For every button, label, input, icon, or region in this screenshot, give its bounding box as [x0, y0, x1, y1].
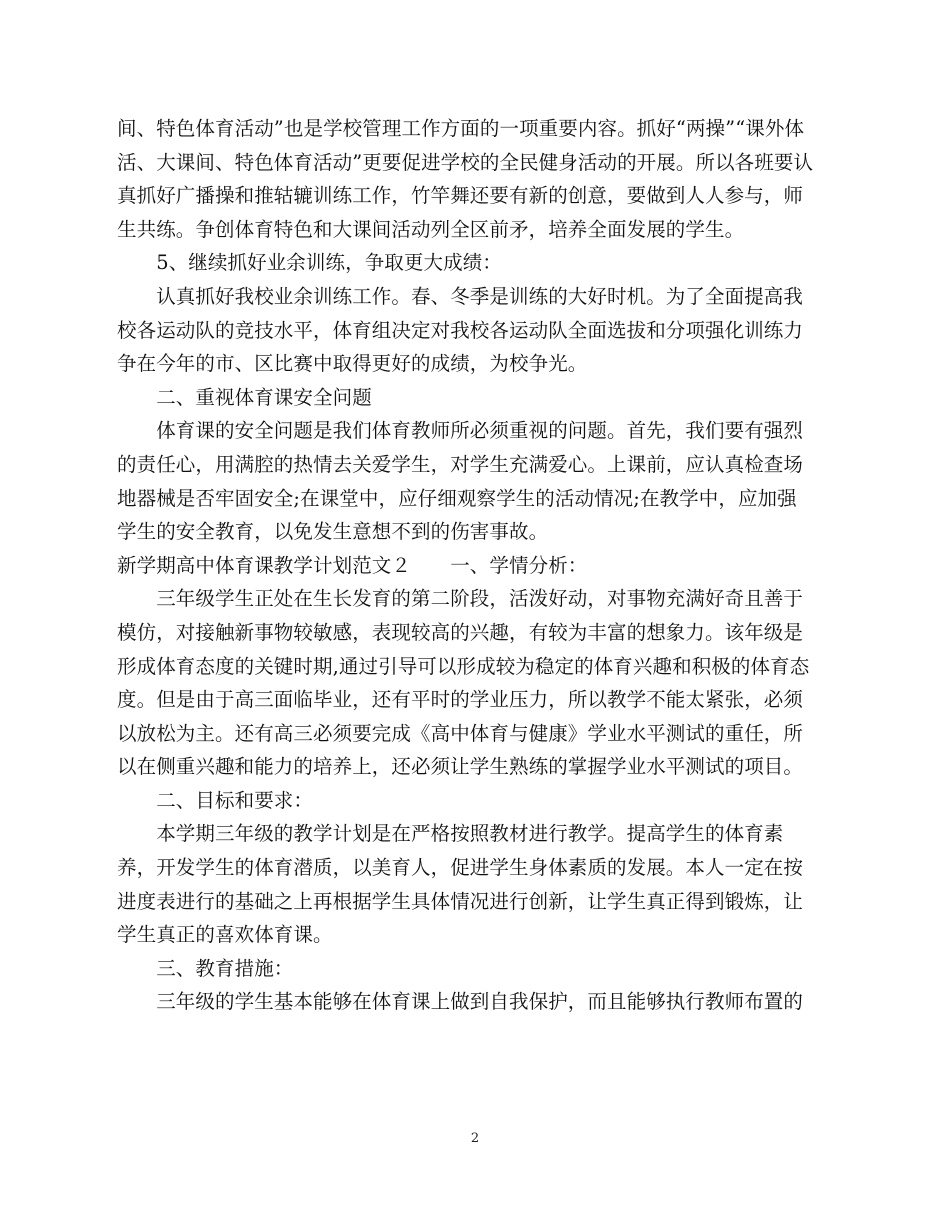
text-line: 认真抓好我校业余训练工作。春、冬季是训练的大好时机。为了全面提高我 [117, 284, 804, 308]
section-heading: 二、重视体育课安全问题 [117, 385, 372, 409]
text-line: 模仿，对接触新事物较敏感，表现较高的兴趣，有较为丰富的想象力。该年级是 [117, 620, 804, 644]
section-heading: 5、继续抓好业余训练，争取更大成绩： [117, 251, 502, 275]
text-line: 三年级的学生基本能够在体育课上做到自我保护，而且能够执行教师布置的 [117, 990, 804, 1014]
text-line: 形成体育态度的关键时期,通过引导可以形成较为稳定的体育兴趣和积极的体育态 [117, 654, 810, 678]
text-line: 间、特色体育活动”也是学校管理工作方面的一项重要内容。抓好“两操”“课外体 [117, 117, 805, 140]
text-line: 的责任心，用满腔的热情去关爱学生，对学生充满爱心。上课前，应认真检查场 [117, 452, 804, 476]
text-line: 真抓好广播操和推轱辘训练工作，竹竿舞还要有新的创意，要做到人人参与，师 [117, 184, 804, 208]
text-line: 进度表进行的基础之上再根据学生具体情况进行创新，让学生真正得到锻炼，让 [117, 889, 804, 913]
document-body [117, 112, 814, 1019]
text-line: 以在侧重兴趣和能力的培养上，还必须让学生熟练的掌握学业水平测试的项目。 [117, 755, 804, 779]
text-line: 三年级学生正处在生长发育的第二阶段，活泼好动，对事物充满好奇且善于 [117, 587, 804, 611]
text-line: 体育课的安全问题是我们体育教师所必须重视的问题。首先，我们要有强烈 [117, 419, 804, 443]
section-heading: 三、教育措施： [117, 956, 294, 980]
text-line: 学生真正的喜欢体育课。 [117, 923, 333, 947]
text-line: 本学期三年级的教学计划是在严格按照教材进行教学。提高学生的体育素 [117, 822, 784, 846]
text-line: 地器械是否牢固安全;在课堂中，应仔细观察学生的活动情况;在教学中，应加强 [117, 486, 797, 510]
text-line: 争在今年的市、区比赛中取得更好的成绩，为校争光。 [117, 352, 588, 376]
page-number: 2 [470, 1131, 480, 1146]
text-line: 以放松为主。还有高三必须要完成《高中体育与健康》学业水平测试的重任，所 [117, 721, 804, 745]
text-line: 学生的安全教育，以免发生意想不到的伤害事故。 [117, 520, 549, 544]
text-line: 生共练。争创体育特色和大课间活动列全区前矛，培养全面发展的学生。 [117, 217, 745, 241]
section-title: 新学期高中体育课教学计划范文２ 一、学情分析： [117, 553, 588, 577]
section-heading: 二、目标和要求： [117, 788, 314, 812]
text-line: 养，开发学生的体育潜质，以美育人，促进学生身体素质的发展。本人一定在按 [117, 856, 804, 880]
text-line: 校各运动队的竞技水平，体育组决定对我校各运动队全面选拔和分项强化训练力 [117, 318, 804, 342]
text-line: 活、大课间、特色体育活动”更要促进学校的全民健身活动的开展。所以各班要认 [117, 150, 814, 174]
text-line: 度。但是由于高三面临毕业，还有平时的学业压力，所以教学不能太紧张，必须 [117, 688, 804, 712]
